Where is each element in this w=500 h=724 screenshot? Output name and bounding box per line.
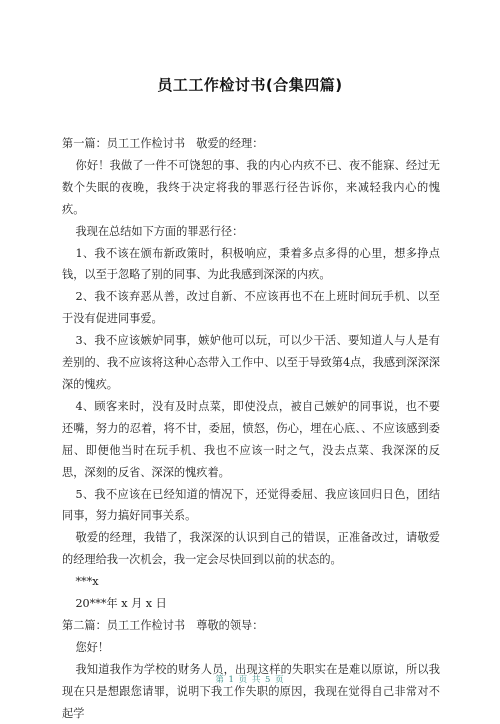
paragraph: 您好！ <box>75 640 110 654</box>
paragraph: 1、我不该在颁布新政策时，积极响应，秉着多点多得的心里，想多挣点钱，以至于忽略了别的同事、为此我感到深深的内疚。 <box>62 246 440 282</box>
paragraph: 我知道我作为学校的财务人员，出现这样的失职实在是难以原谅，所以我现在只是想跟您请罪，说明下我工作失职的原因，我现在觉得自己非常对不起学 <box>62 662 440 720</box>
paragraph: 4、顾客来时，没有及时点菜，即使没点，被自己嫉妒的同事说，也不要还嘴，努力的忍着，将不甘，委屈，愤怒，伤心，埋在心底、、不应该感到委屈、即便他当时在玩手机、我也不应该一时之气，没去点菜、我深深的反思，深刻的反省、深深的愧疚着。 <box>62 399 440 479</box>
page-footer: 第 1 页 共 5 页 <box>215 675 285 685</box>
paragraph: 我现在总结如下方面的罪恶行径： <box>75 224 244 238</box>
document-body <box>62 133 440 724</box>
paragraph: 你好！我做了一件不可饶恕的事、我的内心内疚不已、夜不能寐、经过无数个失眠的夜晚，我终于决定将我的罪恶行径告诉你，来减轻我内心的愧疚。 <box>62 158 440 216</box>
paragraph: 20***年 x 月 x 日 <box>75 597 167 611</box>
paragraph: ***x <box>75 575 99 589</box>
paragraph: 第一篇：员工工作检讨书 敬爱的经理： <box>62 137 264 150</box>
document-title: 员工工作检讨书(合集四篇) <box>157 76 343 94</box>
paragraph: 3、我不应该嫉妒同事，嫉妒他可以玩，可以少干活、要知道人与人是有差别的、我不应该将这种心态带入工作中、以至于导致第4点，我感到深深深深的愧疚。 <box>62 334 440 391</box>
paragraph: 2、我不该弃恶从善，改过自新、不应该再也不在上班时间玩手机、以至于没有促进同事爱。 <box>62 290 440 326</box>
paragraph: 第二篇：员工工作检讨书 尊敬的领导： <box>62 618 264 632</box>
paragraph: 敬爱的经理，我错了，我深深的认识到自己的错误，正准备改过，请敬爱的经理给我一次机会，我一定会尽快回到以前的状态的。 <box>62 531 440 567</box>
paragraph: 5、我不应该在已经知道的情况下，还觉得委屈、我应该回归日色，团结同事，努力搞好同事关系。 <box>62 487 440 523</box>
